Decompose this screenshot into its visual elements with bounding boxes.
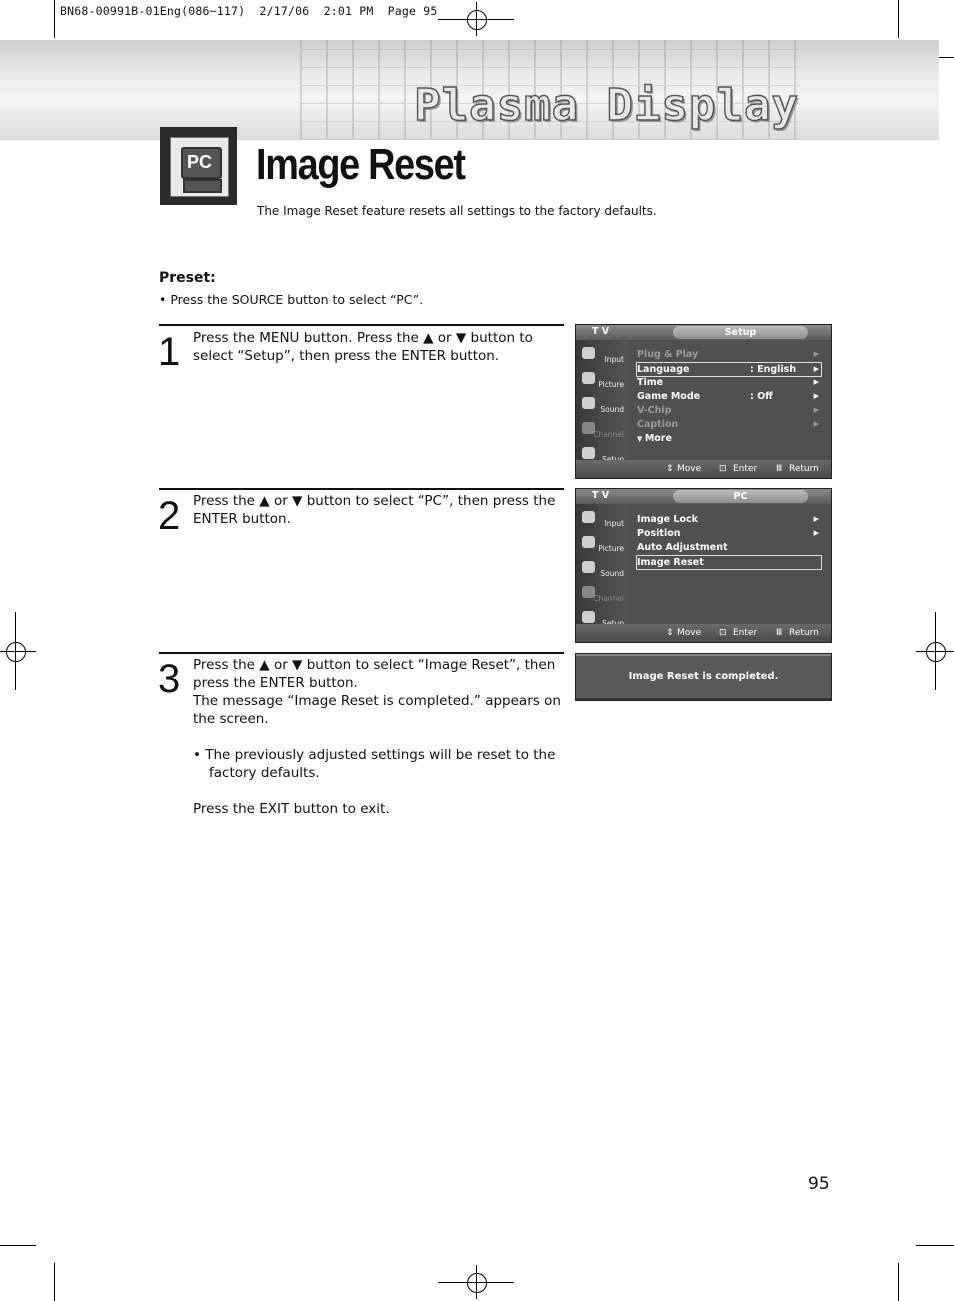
step-1-text xyxy=(193,329,565,365)
arrow-right-icon: ▶ xyxy=(813,378,819,386)
osd-pc-menu xyxy=(575,488,832,643)
osd-side-channel[interactable]: Channel xyxy=(576,583,628,607)
step-number: 3 xyxy=(158,657,181,701)
osd-sidebar xyxy=(576,340,628,465)
osd-row-image-reset[interactable]: Image Reset xyxy=(636,555,822,570)
osd-footer: ⇕ Move ⊡ Enter Ⅲ Return xyxy=(576,460,831,478)
setup-icon xyxy=(582,611,595,623)
pc-icon-label: PC xyxy=(187,152,213,172)
banner-title: Plasma Display xyxy=(414,80,799,131)
registration-mark xyxy=(15,612,16,690)
osd-row-v-chip[interactable]: V-Chip ▶ xyxy=(637,405,819,416)
osd-side-picture[interactable]: Picture xyxy=(576,369,628,393)
osd-row-image-lock[interactable]: Image Lock ▶ xyxy=(637,514,819,525)
osd-side-sound[interactable]: Sound xyxy=(576,558,628,582)
osd-footer: ⇕ Move ⊡ Enter Ⅲ Return xyxy=(576,624,831,642)
print-header: BN68-00991B-01Eng(086~117) 2/17/06 2:01 PM Page 95 xyxy=(60,4,438,18)
osd-sidebar xyxy=(576,504,628,629)
page-title: Image Reset xyxy=(256,140,465,189)
sound-icon xyxy=(582,561,595,573)
registration-mark xyxy=(476,2,477,36)
step-bullet: • The previously adjusted settings will be reset to the factory defaults. xyxy=(193,747,556,781)
intro-text: The Image Reset feature resets all settings to the factory defaults. xyxy=(257,204,657,218)
input-icon xyxy=(582,347,595,359)
step-divider xyxy=(159,488,564,490)
osd-side-channel[interactable]: Channel xyxy=(576,419,628,443)
osd-side-sound[interactable]: Sound xyxy=(576,394,628,418)
enter-icon: ⊡ xyxy=(719,464,727,474)
arrow-right-icon: ▶ xyxy=(813,365,819,373)
step-line: Press the ▲ or ▼ button to select “Image Reset”, then press the ENTER button. xyxy=(193,657,556,691)
arrow-right-icon: ▶ xyxy=(813,529,819,537)
registration-mark xyxy=(926,642,946,662)
triangle-down-icon: ▼ xyxy=(637,435,645,443)
computer-base-icon xyxy=(183,179,222,193)
monitor-icon xyxy=(181,147,222,179)
step-line: The message “Image Reset is completed.” appears on the screen. xyxy=(193,693,561,727)
preset-heading: Preset: xyxy=(159,270,216,286)
osd-message-box: Image Reset is completed. xyxy=(575,653,832,701)
osd-tv-label: T V xyxy=(592,326,610,337)
crop-mark xyxy=(916,1245,954,1246)
pc-icon xyxy=(160,127,237,205)
sound-icon xyxy=(582,397,595,409)
osd-content xyxy=(628,340,831,465)
section-banner xyxy=(0,40,939,140)
enter-icon: ⊡ xyxy=(719,628,727,638)
step-line: Press the EXIT button to exit. xyxy=(193,801,390,817)
page-number: 95 xyxy=(808,1174,830,1194)
move-icon: ⇕ xyxy=(666,464,674,474)
arrow-right-icon: ▶ xyxy=(813,406,819,414)
arrow-right-icon: ▶ xyxy=(813,515,819,523)
step-divider xyxy=(159,652,564,654)
registration-mark xyxy=(467,1273,487,1293)
move-icon: ⇕ xyxy=(666,628,674,638)
osd-tv-label: T V xyxy=(592,490,610,501)
osd-menu-title: Setup xyxy=(673,326,808,339)
arrow-right-icon: ▶ xyxy=(813,392,819,400)
return-icon: Ⅲ xyxy=(776,464,783,474)
registration-mark xyxy=(467,10,487,30)
step-2-text xyxy=(193,492,565,528)
osd-row-position[interactable]: Position ▶ xyxy=(637,528,819,539)
step-divider xyxy=(159,324,564,326)
osd-row-more[interactable]: ▼ More xyxy=(637,433,672,444)
picture-icon xyxy=(582,536,595,548)
osd-row-time[interactable]: Time ▶ xyxy=(637,377,819,388)
osd-row-plug-play[interactable]: Plug & Play ▶ xyxy=(637,349,819,360)
osd-menu-title: PC xyxy=(673,490,808,503)
preset-bullet: • Press the SOURCE button to select “PC”. xyxy=(159,292,424,307)
picture-icon xyxy=(582,372,595,384)
arrow-right-icon: ▶ xyxy=(813,350,819,358)
crop-mark xyxy=(898,1263,899,1301)
registration-mark xyxy=(6,642,26,662)
osd-setup-menu xyxy=(575,324,832,479)
crop-mark xyxy=(0,1245,36,1246)
osd-row-caption[interactable]: Caption ▶ xyxy=(637,419,819,430)
step-line: Press the ▲ or ▼ button to select “PC”, then press the ENTER button. xyxy=(193,493,556,527)
crop-mark xyxy=(54,1263,55,1301)
step-number: 2 xyxy=(158,494,181,538)
registration-mark xyxy=(476,1265,477,1299)
osd-row-game-mode[interactable]: Game Mode : Off ▶ xyxy=(637,391,819,402)
setup-icon xyxy=(582,447,595,459)
registration-mark xyxy=(935,612,936,690)
input-icon xyxy=(582,511,595,523)
osd-content xyxy=(628,504,831,629)
osd-side-input[interactable]: Input xyxy=(576,508,628,532)
step-line: Press the MENU button. Press the ▲ or ▼ button to select “Setup”, then press the ENTER button. xyxy=(193,330,533,364)
step-3-text xyxy=(193,656,565,818)
osd-row-auto-adjustment[interactable]: Auto Adjustment xyxy=(637,542,728,553)
return-icon: Ⅲ xyxy=(776,628,783,638)
crop-mark xyxy=(898,0,899,38)
step-number: 1 xyxy=(158,330,181,374)
osd-row-language[interactable]: Language : English ▶ xyxy=(636,362,822,377)
crop-mark xyxy=(54,0,55,38)
registration-mark xyxy=(0,651,36,652)
osd-side-input[interactable]: Input xyxy=(576,344,628,368)
osd-side-picture[interactable]: Picture xyxy=(576,533,628,557)
arrow-right-icon: ▶ xyxy=(813,420,819,428)
